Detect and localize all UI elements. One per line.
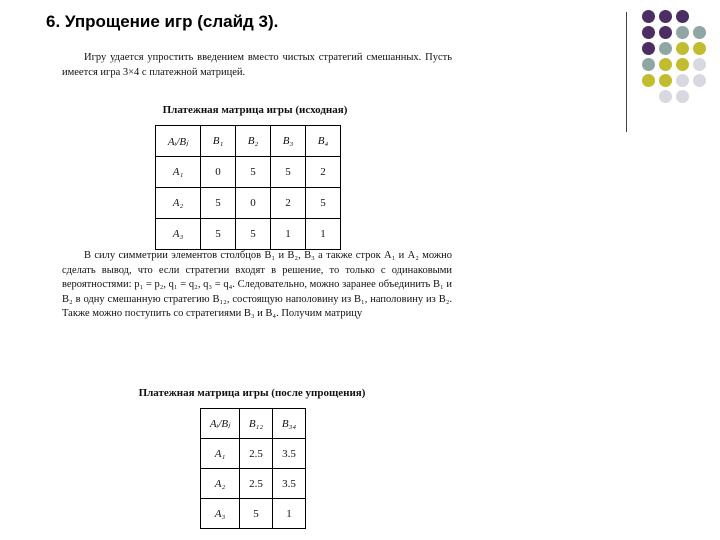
table-cell: 2: [271, 188, 306, 219]
body-paragraph: [62, 249, 452, 322]
table-row: [156, 157, 341, 188]
table-corner-cell: Aᵢ/Bⱼ: [156, 126, 201, 157]
title-divider: [626, 12, 627, 132]
decor-dot: [642, 10, 655, 23]
col-header: B₄: [306, 126, 341, 157]
decor-dot: [642, 58, 655, 71]
table-row: [201, 499, 306, 529]
table-cell: 0: [201, 157, 236, 188]
decor-dot: [693, 26, 706, 39]
decor-dot: [676, 26, 689, 39]
intro-text: Игру удается упростить введением вместо чистых стратегий смешанных. Пусть имеется игра 3×4 с платежной матрицей.: [62, 52, 452, 78]
decor-dot: [676, 42, 689, 55]
decor-dot: [676, 90, 689, 103]
intro-paragraph: [62, 51, 452, 80]
table1-caption: Платежная матрица игры (исходная): [162, 104, 348, 116]
body-text: В силу симметрии элементов столбцов B₁ и B₂, B₃ а также строк A₁ и A₂ можно сделать вывод, что если стратегии входят в решение, то только с одинаковыми вероятностями: p₁ = p₂, q₁ = q₂, q₃ = q₄. Следовательно, можно заранее объединить B₁ и B₂ в одну смешанную стратегию B₁₂, состоящую наполовину из B₁, наполовину из B₂. Также можно поступить со стратегиями B₃ и B₄. Получим матрицу: [62, 250, 452, 320]
table-cell: 1: [273, 499, 306, 529]
decor-dot: [693, 42, 706, 55]
decor-dot-grid: [642, 10, 708, 103]
table-row: [201, 439, 306, 469]
table-cell: 2: [306, 157, 341, 188]
decor-dot: [693, 90, 706, 103]
decor-dot: [693, 10, 706, 23]
col-header: B₁₂: [240, 409, 273, 439]
row-header: A₃: [201, 499, 240, 529]
decor-dot: [659, 42, 672, 55]
table-row: [201, 469, 306, 499]
slide-title: 6. Упрощение игр (слайд 3).: [46, 12, 279, 31]
row-header: A₂: [201, 469, 240, 499]
table-cell: 3.5: [273, 439, 306, 469]
table-corner-cell: Aᵢ/Bⱼ: [201, 409, 240, 439]
table-cell: 2.5: [240, 469, 273, 499]
table-cell: 0: [236, 188, 271, 219]
row-header: A₂: [156, 188, 201, 219]
row-header: A₁: [201, 439, 240, 469]
col-header: B₁: [201, 126, 236, 157]
col-header: B₂: [236, 126, 271, 157]
decor-dot: [659, 58, 672, 71]
table-row: [156, 188, 341, 219]
decor-dot: [659, 10, 672, 23]
decor-dot: [659, 74, 672, 87]
decor-dot: [659, 26, 672, 39]
table-cell: 5: [240, 499, 273, 529]
table-cell: 1: [271, 219, 306, 250]
table-cell: 5: [271, 157, 306, 188]
decor-dot: [642, 74, 655, 87]
decor-dot: [676, 74, 689, 87]
decor-dot: [642, 42, 655, 55]
table-cell: 2.5: [240, 439, 273, 469]
payoff-matrix-simplified: [200, 408, 306, 529]
table2-caption: Платежная матрица игры (после упрощения): [138, 387, 366, 399]
col-header: B₃: [271, 126, 306, 157]
payoff-matrix-original: [155, 125, 341, 250]
table-cell: 5: [201, 188, 236, 219]
table-row: [156, 219, 341, 250]
table-cell: 3.5: [273, 469, 306, 499]
row-header: A₁: [156, 157, 201, 188]
decor-dot: [676, 58, 689, 71]
decor-dot: [659, 90, 672, 103]
table-cell: 5: [236, 219, 271, 250]
decor-dot: [642, 26, 655, 39]
table-header-row: [156, 126, 341, 157]
table-cell: 1: [306, 219, 341, 250]
col-header: B₃₄: [273, 409, 306, 439]
table-cell: 5: [306, 188, 341, 219]
decor-dot: [676, 10, 689, 23]
table-cell: 5: [236, 157, 271, 188]
decor-dot: [693, 58, 706, 71]
decor-dot: [693, 74, 706, 87]
row-header: A₃: [156, 219, 201, 250]
table-cell: 5: [201, 219, 236, 250]
table-header-row: [201, 409, 306, 439]
decor-dot: [642, 90, 655, 103]
